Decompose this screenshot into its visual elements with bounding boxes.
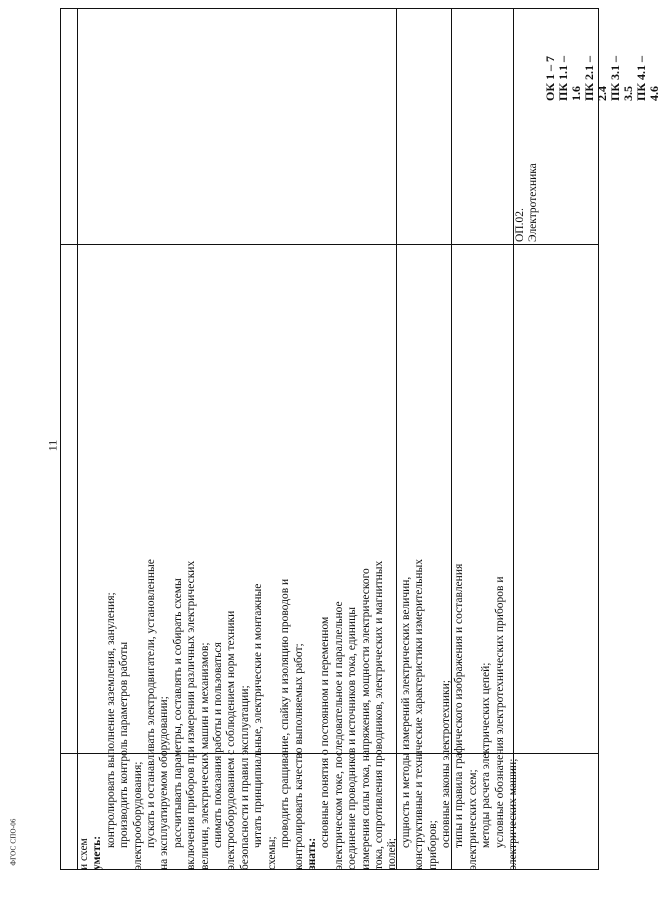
section-heading: уметь: xyxy=(91,835,104,870)
content-line: на эксплуатируемом оборудовании; xyxy=(158,696,171,870)
competency-code: ПК 2.1 – 2.4 xyxy=(582,55,609,101)
discipline-code: ОП.02. xyxy=(514,208,526,242)
content-line: схемы; xyxy=(265,836,278,870)
content-line: полей; xyxy=(386,838,399,870)
content-cell xyxy=(78,559,520,870)
content-line: включения приборов при измерении различных электрических xyxy=(185,560,198,870)
content-line: сущность и методы измерений электрических величин, xyxy=(399,576,412,848)
content-line: конструктивные и технические характеристики измерительных xyxy=(413,559,426,870)
content-lines xyxy=(91,559,520,870)
curriculum-table xyxy=(60,8,661,870)
discipline-cell xyxy=(514,163,541,242)
content-line: приборов; xyxy=(426,820,439,870)
content-line: безопасности и правил эксплуатации; xyxy=(238,685,251,870)
competencies-cell xyxy=(544,47,661,101)
content-line: контролировать качество выполняемых работ; xyxy=(292,643,305,870)
footer-label: ФГОС СПО-06 xyxy=(9,818,18,866)
page-number: 11 xyxy=(45,439,60,452)
content-line: электрооборудованием с соблюдением норм техники xyxy=(225,610,238,870)
competency-code: ОК 1 – 7 xyxy=(543,55,557,101)
content-line: контролировать выполнение заземления, зануления; xyxy=(104,592,117,848)
content-line: рассчитывать параметры, составлять и собирать схемы xyxy=(171,578,184,848)
content-line: производить контроль параметров работы xyxy=(118,641,131,848)
content-line: соединение проводников и источников тока, единицы xyxy=(346,607,359,870)
discipline-name: Электротехника xyxy=(527,163,540,242)
content-line: типы и правила графического изображения и составления xyxy=(453,563,466,848)
content-line: электрическом токе, последовательное и параллельное xyxy=(332,601,345,870)
content-line: величин, электрических машин и механизмов; xyxy=(198,642,211,870)
competency-code: ПК 3.1 – 3.5 xyxy=(608,55,635,101)
content-line: читать принципиальные, электрические и монтажные xyxy=(252,583,265,848)
content-text xyxy=(78,559,520,870)
content-line: снимать показания работы и пользоваться xyxy=(212,642,225,848)
row-divider xyxy=(61,244,598,245)
content-line: электрических машин; xyxy=(507,758,519,870)
content-line: проводить сращивание, спайку и изоляцию проводов и xyxy=(279,578,292,848)
content-line: измерения силы тока, напряжения, мощности электрического xyxy=(359,568,372,870)
content-heading: и схем xyxy=(78,838,90,870)
competency-code: ПК 4.1 – 4.6 xyxy=(634,55,661,101)
content-line: основные понятия о постоянном и переменном xyxy=(319,616,332,848)
content-line: тока, сопротивления проводников, электрических и магнитных xyxy=(372,560,385,870)
content-line: условные обозначения электротехнических приборов и xyxy=(493,576,506,848)
competencies-list xyxy=(544,47,661,101)
content-line: электрооборудования; xyxy=(131,761,144,870)
section-heading: знать: xyxy=(305,837,318,870)
content-line: основные законы электротехники; xyxy=(439,680,452,848)
content-line: электрических схем; xyxy=(466,769,479,870)
content-line: пускать и останавливать электродвигатели, установленные xyxy=(145,559,158,848)
content-line: методы расчета электрических цепей; xyxy=(480,662,493,848)
competency-code: ПК 1.1 – 1.6 xyxy=(556,55,583,101)
